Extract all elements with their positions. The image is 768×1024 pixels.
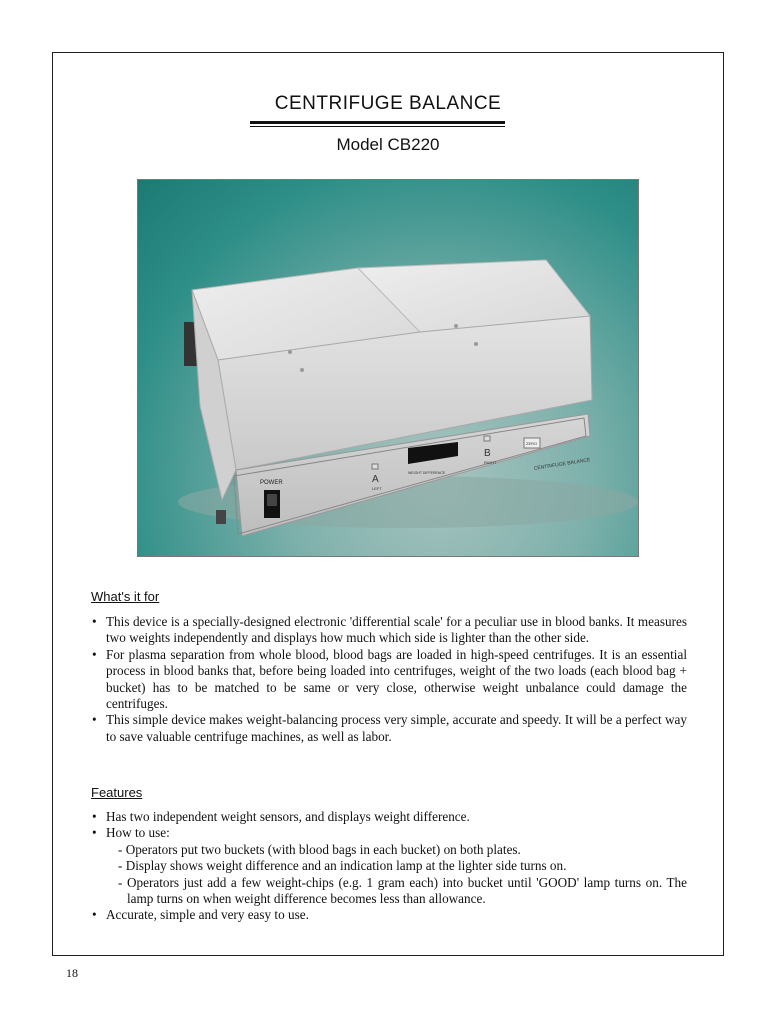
page-frame (52, 52, 724, 956)
page-number: 18 (66, 966, 78, 980)
section-heading-whats-it-for: What's it for (91, 589, 160, 604)
list-item (91, 825, 687, 907)
display-caption: WEIGHT DIFFERENCE (408, 471, 446, 475)
usage-step: - Operators just add a few weight-chips (e.g. 1 gram each) into bucket until 'GOOD' lamp turns on. The lamp turns on when weight difference becomes less than allowance. (118, 874, 687, 907)
section-heading-features: Features (91, 785, 143, 800)
panel-label-a-sub: LEFT (372, 486, 382, 491)
list-item: • Has two independent weight sensors, and displays weight difference. (91, 809, 687, 825)
list-item: • This simple device makes weight-balancing process very simple, accurate and speedy. It will be a perfect way to save valuable centrifuge machines, as well as labor. (91, 712, 687, 745)
power-label: POWER (260, 480, 283, 486)
panel-label-b: B (484, 448, 491, 459)
list-item: • This device is a specially-designed electronic 'differential scale' for a peculiar use in blood banks. It measures two weights independently and displays how much which side is lighter than the other side. (91, 614, 687, 647)
usage-step: - Display shows weight difference and an indication lamp at the lighter side turns on. (118, 858, 567, 874)
panel-label-b-sub: RIGHT (484, 460, 497, 465)
panel-brand: CENTRIFUGE BALANCE (533, 457, 591, 472)
title-rule-thick (250, 121, 505, 124)
document-title: CENTRIFUGE BALANCE (274, 93, 502, 114)
title-rule-thin (250, 126, 505, 127)
features-list (91, 809, 687, 924)
product-photo (137, 179, 639, 557)
centrifuge-balance-illustration (138, 180, 639, 557)
list-item: • For plasma separation from whole blood, blood bags are loaded in high-speed centrifuges. It is an essential process in blood banks that, before being loaded into centrifuges, weight of the two loads (each blood bag + bucket) has to be matched to be same or very close, otherwise weight unbalance could damage the centrifuges. (91, 647, 687, 713)
list-item: • Accurate, simple and very easy to use. (91, 907, 687, 923)
zero-label: ZERO (526, 441, 538, 446)
usage-step: - Operators put two buckets (with blood bags in each bucket) on both plates. (118, 841, 521, 857)
whats-it-for-list (91, 614, 687, 745)
model-subtitle: Model CB220 (336, 135, 440, 154)
panel-label-a: A (372, 474, 379, 485)
list-item-label: How to use: (106, 825, 170, 841)
